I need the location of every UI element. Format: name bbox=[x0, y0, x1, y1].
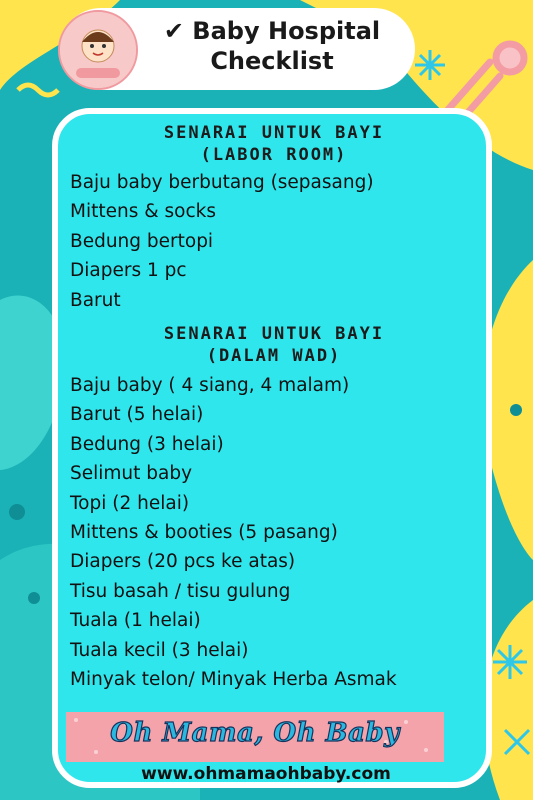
list-item: Barut bbox=[70, 289, 121, 311]
list-item: Tuala (1 helai) bbox=[70, 610, 201, 632]
list-item: Selimut baby bbox=[70, 463, 193, 485]
brand-banner bbox=[66, 712, 444, 762]
list-item: Bedung bertopi bbox=[70, 230, 214, 252]
baby-logo-icon bbox=[60, 12, 136, 88]
list-item: Minyak telon/ Minyak Herba Asmak bbox=[70, 669, 397, 691]
list-item: Topi (2 helai) bbox=[70, 492, 190, 514]
logo-badge bbox=[58, 10, 138, 90]
list-item: Mittens & socks bbox=[70, 201, 217, 223]
list-item: Bedung (3 helai) bbox=[70, 433, 224, 455]
section-heading-dalam-wad: SENARAI UNTUK BAYI (DALAM WAD) bbox=[163, 324, 385, 366]
ward-list bbox=[70, 371, 397, 694]
list-item: Baju baby ( 4 siang, 4 malam) bbox=[70, 375, 350, 396]
list-item: Barut (5 helai) bbox=[70, 404, 204, 426]
list-item: Diapers 1 pc bbox=[70, 260, 187, 282]
list-item: Tuala kecil (3 helai) bbox=[70, 639, 249, 661]
section-heading-labor-room: SENARAI UNTUK BAYI (LABOR ROOM) bbox=[163, 123, 385, 165]
website-link[interactable]: www.ohmamaohbaby.com bbox=[141, 764, 391, 784]
list-item: Diapers (20 pcs ke atas) bbox=[70, 551, 296, 573]
brand-banner-text: Oh Mama, Oh Baby bbox=[110, 718, 400, 748]
list-item: Tisu basah / tisu gulung bbox=[70, 580, 291, 602]
labor-room-list bbox=[70, 168, 374, 315]
list-item: Mittens & booties (5 pasang) bbox=[70, 522, 338, 544]
page-title-line2: Checklist bbox=[210, 47, 334, 75]
page-title-line1: ✔ Baby Hospital bbox=[163, 17, 381, 45]
page-title bbox=[142, 16, 402, 76]
list-item: Baju baby berbutang (sepasang) bbox=[70, 172, 374, 193]
